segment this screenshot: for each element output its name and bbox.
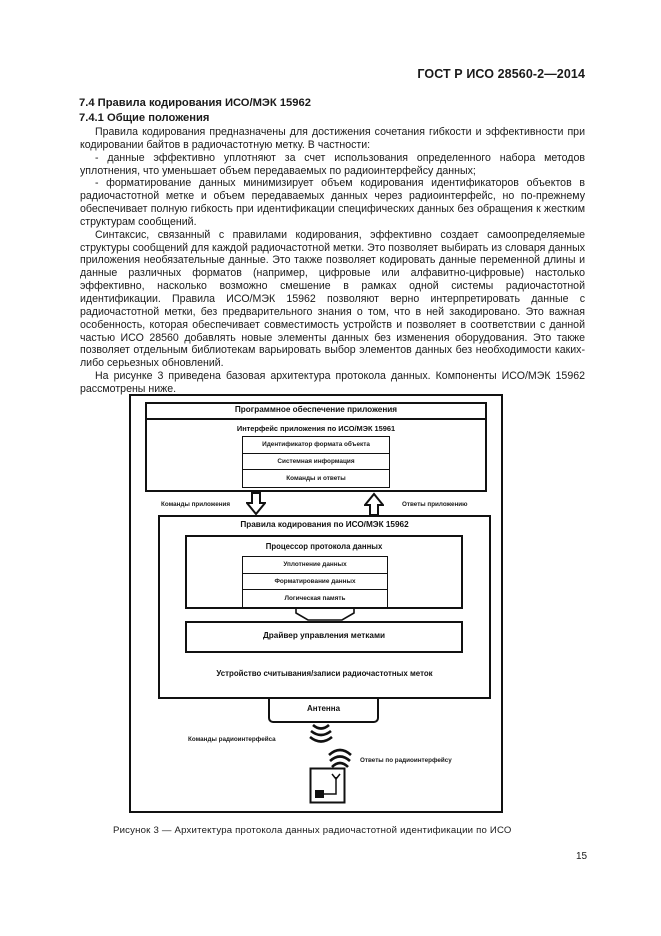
air-responses-label: Ответы по радиоинтерфейсу: [360, 757, 452, 764]
paragraph: Синтаксис, связанный с правилами кодирования, эффективно создает самоопределяемые структуры сообщений для каждой радиочастотной метки. Это позволяет выбирать из словаря данных приложения необязательные данные. Это также позволяет кодировать данные переменной длины и данные различных форматов (например, цифровые или алфавитно-цифровые) настолько эффективно, насколько возможно смешение в рамках одной системы радиочастотной идентификации. Правила ИСО/МЭК 15962 позволяют верно интерпретировать данные с радиочастотной метки, без предварительного знания о том, что в ней закодировано. Это важная особенность, которая обеспечивает совместимость устройств и позволяет в соответствии с данной частью ИСО 28560 добавлять новые элементы данных без изменения оборудования. Это также позволяет отдельным библиотекам варьировать выбор элементов данных без необходимости каких-либо серьезных обновлений.: [80, 228, 585, 370]
body-text: [80, 126, 585, 396]
data-protocol-processor-label: Процессор протокола данных: [265, 542, 383, 551]
page-number: 15: [576, 851, 588, 862]
app-interface-label: Интерфейс приложения по ИСО/МЭК 15961: [236, 424, 396, 433]
section-heading: 7.4 Правила кодирования ИСО/МЭК 15962: [79, 97, 311, 109]
row-system-info: Системная информация: [243, 454, 389, 471]
up-arrow-icon: [364, 492, 384, 516]
tag-driver-label: Драйвер управления метками: [262, 631, 386, 640]
app-interface-rows: [242, 436, 390, 488]
rfid-tag-icon: [309, 767, 346, 805]
antenna-label: Антенна: [306, 704, 341, 713]
paragraph: - форматирование данных минимизирует объем кодирования идентификаторов объектов в радиочастотной метке и объем передаваемых данных через радиоинтерфейс, но по-прежнему обеспечивает полную гибкость при идентификации специфических данных без обращения к жестким структурам сообщений.: [80, 177, 585, 228]
air-commands-label: Команды радиоинтерфейса: [188, 736, 276, 743]
row-commands-responses: Команды и ответы: [286, 475, 346, 483]
row-object-format-id: Идентификатор формата объекта: [243, 437, 389, 454]
processor-rows: [242, 556, 388, 608]
application-software-label: Программное обеспечение приложения: [234, 405, 398, 414]
reader-writer-label: Устройство считывания/записи радиочастотных меток: [216, 669, 433, 678]
encoding-rules-label: Правила кодирования по ИСО/МЭК 15962: [240, 520, 409, 529]
subsection-heading: 7.4.1 Общие положения: [79, 112, 210, 124]
paragraph: - данные эффективно уплотняют за счет использования определенного набора методов уплотнения, что уменьшает объем передаваемых по радиоинтерфейсу данных;: [80, 151, 585, 177]
paragraph: На рисунке 3 приведена базовая архитектура протокола данных. Компоненты ИСО/МЭК 15962 рассмотрены ниже.: [80, 370, 585, 395]
figure-caption: Рисунок 3 — Архитектура протокола данных радиочастотной идентификации по ИСО: [113, 825, 512, 836]
row-data-formatting: Форматирование данных: [243, 574, 387, 591]
app-commands-label: Команды приложения: [161, 501, 231, 508]
standard-code: ГОСТ Р ИСО 28560-2—2014: [417, 67, 585, 81]
row-logical-memory: Логическая память: [284, 595, 346, 603]
down-arrow-icon: [246, 492, 266, 516]
row-data-compaction: Уплотнение данных: [243, 557, 387, 574]
app-responses-label: Ответы приложению: [402, 501, 468, 508]
paragraph: Правила кодирования предназначены для достижения сочетания гибкости и эффективности при кодировании байтов в радиочастотную метку. В частности:: [80, 126, 585, 151]
divider: [145, 418, 487, 420]
